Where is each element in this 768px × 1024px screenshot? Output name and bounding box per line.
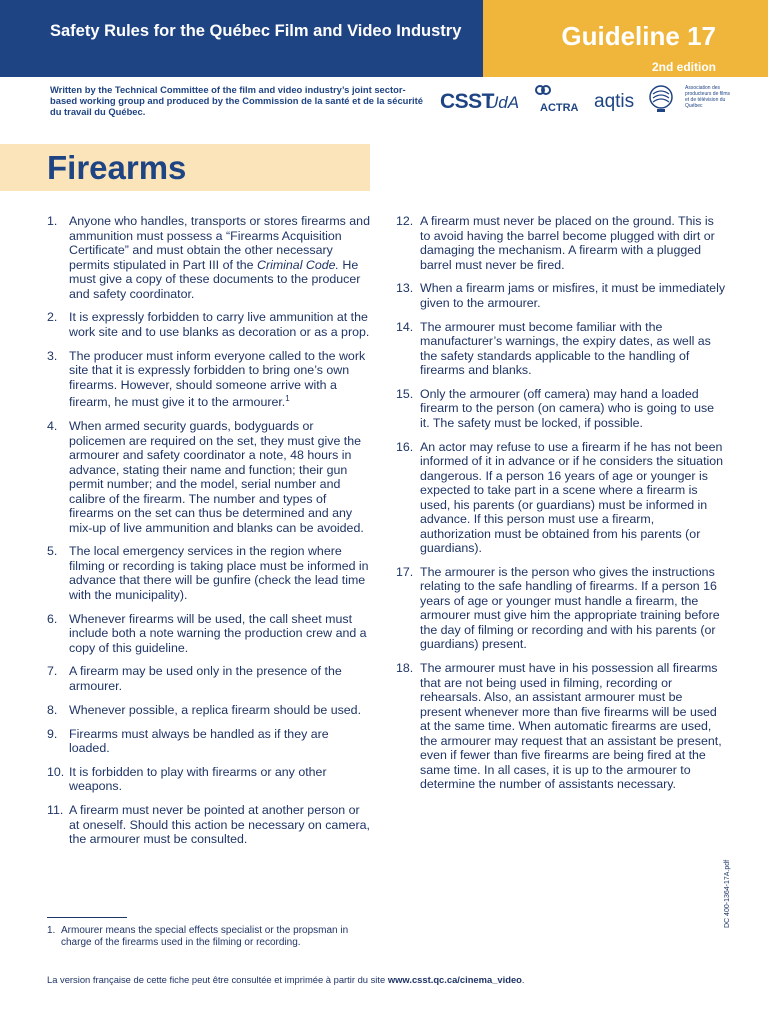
list-item: 3. The producer must inform everyone called to the work site that it is expressly forbidden to bring one’s own firearms. However, should someone arrive with a firearm, he must give it to the armourer.$^1$ <box>47 348 366 410</box>
guideline-number: Guideline 17 <box>561 21 716 51</box>
list-item: 5. The local emergency services in the region where filming or recording is taking place must be informed in advance that there will be gunfire (check the lead time with the municipality). <box>47 544 369 602</box>
document-code: DC 400-1364-17A.pdf <box>724 859 731 928</box>
csst-logo: CSST <box>440 90 495 113</box>
list-item: 12. A firearm must never be placed on the ground. This is to avoid having the barrel become plugged with dirt or damaging the mechanism. A firearm with a plugged barrel must never be fired. <box>396 214 715 272</box>
actra-logo: ACTRA <box>540 102 579 114</box>
footnote-ref: 1 <box>285 394 290 404</box>
list-item: 4. When armed security guards, bodyguards or policemen are required on the set, they must give the armourer and safety coordinator a note, 48 hours in advance, stating their name and function; their gun permit number; and the model, serial number and calibre of the firearm. The number and types of firearms on the set can thus be determined and any mix-up of live ammunition and blanks can be avoided. <box>47 419 364 535</box>
left-column <box>47 214 372 856</box>
header-guideline-band <box>483 0 768 77</box>
list-item: 7. A firearm may be used only in the presence of the armourer. <box>47 664 342 693</box>
header-title: Safety Rules for the Québec Film and Video Industry <box>50 22 462 40</box>
site-link[interactable]: www.csst.qc.ca/cinema_video <box>387 974 522 985</box>
list-item: 1. Anyone who handles, transports or stores firearms and ammunition must possess a “Firearms Acquisition Certificate” and must obtain the other necessary permits stipulated in Part III of the Criminal Code. He must give a copy of these documents to the producer and safety coordinator. <box>47 214 370 301</box>
list-item: 2. It is expressly forbidden to carry live ammunition at the work site and to use blanks as decoration or as a prop. <box>47 310 370 339</box>
bottom-note: La version française de cette fiche peut être consultée et imprimée à partir du site www.csst.qc.ca/cinema_video. <box>47 974 525 985</box>
footnote: 1. Armourer means the special effects specialist or the propsman in charge of the firearms used in the filming or recording. <box>47 925 349 948</box>
footnote-divider <box>47 917 127 918</box>
list-item: 16. An actor may refuse to use a firearm if he has not been informed of it in advance or if he considers the situation dangerous. If a person 16 years of age or younger is expected to take part in a scene where a firearm is used, his parents (or guardians) must be informed in advance. If this person must use a firearm, authorization must be obtained from his parents (or guardians). <box>396 439 724 556</box>
list-item: 18. The armourer must have in his possession all firearms that are not being used in filming, recording or rehearsals. Also, an assistant armourer must be present whenever more than five firearms will be used at the same time. When automatic firearms are used, the armourer may request that an assistant be present, even if fewer than five firearms are being fired at the same time. In all cases, it is up to the armourer to determine the number of assistants necessary. <box>396 661 722 792</box>
uda-logo: UdA <box>486 93 520 112</box>
apftq-emblem-icon <box>648 84 674 114</box>
list-item: 14. The armourer must become familiar with the manufacturer’s warnings, the expiry dates, as well as the safety standards applicable to the handling of firearms and blanks. <box>396 319 711 378</box>
list-item: 8. Whenever possible, a replica firearm should be used. <box>47 702 362 717</box>
edition-label: 2nd edition <box>652 60 716 74</box>
aqtis-logo: aqtis <box>594 91 635 112</box>
list-item: 15. Only the armourer (off camera) may hand a loaded firearm to the person (on camera) who is going to use it. The safety must be locked, if possible. <box>396 386 715 430</box>
list-item: 13. When a firearm jams or misfires, it must be immediately given to the armourer. <box>396 281 726 310</box>
list-item: 9. Firearms must always be handled as if they are loaded. <box>47 726 329 755</box>
list-item: 11. A firearm must never be pointed at another person or at oneself. Should this action be necessary on camera, the armourer must be consulted. <box>47 803 370 847</box>
actra-mark-icon <box>535 84 551 96</box>
list-item: 17. The armourer is the person who gives the instructions relating to the safe handling of firearms. If a person 16 years of age or younger must handle a firearm, the armourer must give him the appropriate training before the day of filming or recording and with his parents (or guardians) present. <box>396 564 720 652</box>
partner-logos <box>440 82 730 122</box>
list-item: 10. It is forbidden to play with firearms or any other weapons. <box>47 764 327 794</box>
title-box <box>0 144 370 191</box>
list-item: 6. Whenever firearms will be used, the call sheet must include both a note warning the production crew and a copy of this guideline. <box>47 611 367 655</box>
page-title: Firearms <box>47 149 187 186</box>
right-column <box>396 214 726 801</box>
header-title-band <box>0 0 483 77</box>
apftq-logo: Association des producteurs de films et de télévision du Québec <box>685 85 731 109</box>
intro-text: Written by the Technical Committee of the film and video industry’s joint sector-based working group and produced by the Commission de la santé et de la sécurité du travail du Québec. <box>50 84 423 117</box>
